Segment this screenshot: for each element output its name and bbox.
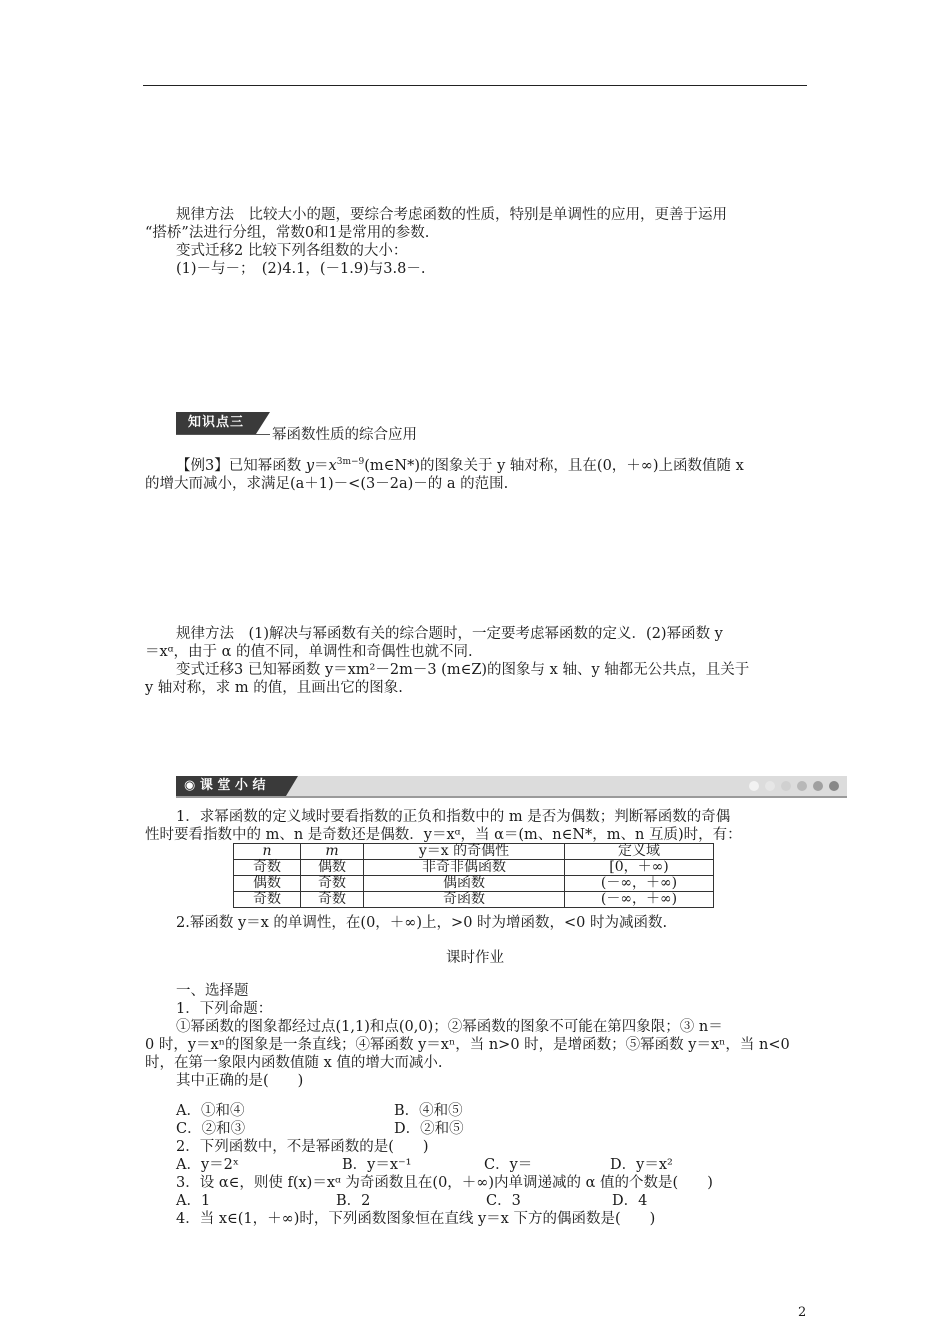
page-number: 2 [798, 1305, 807, 1320]
variant-3-line1: 变式迁移3 已知幂函数 y＝xm²－2m－3 (m∈Z)的图象与 x 轴、y 轴都无公共点，且关于 [176, 662, 750, 678]
option-a: A．①和④ [176, 1103, 245, 1119]
question-2-stem: 2．下列函数中，不是幂函数的是( ) [176, 1139, 429, 1155]
rule-method-2-line2: ＝xᵅ，由于 α 的值不同，单调性和奇偶性也就不同. [145, 644, 473, 660]
rule-method-1-line2: “搭桥”法进行分组，常数0和1是常用的参数. [145, 225, 430, 241]
knowledge-point-underline [176, 434, 270, 435]
knowledge-point-title: 幂函数性质的综合应用 [272, 427, 417, 443]
example-3-rest: (m∈N*)的图象关于 y 轴对称，且在(0，＋∞)上函数值随 x [364, 458, 744, 474]
dot-icon [765, 781, 775, 791]
table-cell: 奇数 [301, 876, 364, 892]
table-header-cell: y＝x 的奇偶性 [364, 844, 565, 860]
option-b: B．y＝x⁻¹ [342, 1157, 412, 1173]
dot-icon [797, 781, 807, 791]
dot-icon [813, 781, 823, 791]
table-cell: 偶函数 [364, 876, 565, 892]
table-cell: (－∞，＋∞) [565, 892, 714, 908]
summary-line1: 1．求幂函数的定义域时要看指数的正负和指数中的 m 是否为偶数；判断幂函数的奇偶 [176, 809, 731, 825]
example-3-line2: 的增大而减小，求满足(a＋1)－<(3－2a)－的 a 的范围. [145, 476, 509, 492]
example-3-prefix: 【例3】已知幂函数 [176, 458, 302, 474]
header-rule [143, 85, 807, 86]
summary-line3: 2.幂函数 y＝x 的单调性，在(0，＋∞)上，>0 时为增函数，<0 时为减函数. [176, 915, 668, 931]
table-header-cell: n [234, 844, 301, 860]
question-1-line3: 时，在第一象限内函数值随 x 值的增大而减小. [145, 1055, 443, 1071]
question-1-ask: 其中正确的是( ) [176, 1073, 304, 1089]
table-row [234, 892, 714, 908]
parity-table [233, 843, 714, 908]
question-1-line2: 0 时，y＝xⁿ的图象是一条直线；④幂函数 y＝xⁿ，当 n>0 时，是增函数；⑤幂函数 y＝xⁿ，当 n<0 [145, 1037, 790, 1053]
table-cell: 奇函数 [364, 892, 565, 908]
summary-line2: 性时要看指数中的 m、n 是奇数还是偶数．y＝xᵅ，当 α＝(m、n∈N*，m、n 互质)时，有： [145, 827, 742, 843]
dot-icon [829, 781, 839, 791]
question-1-line1: ①幂函数的图象都经过点(1,1)和点(0,0)；②幂函数的图象不可能在第四象限；③ n＝ [176, 1019, 723, 1035]
section-heading: 一、选择题 [176, 983, 249, 999]
option-a: A．1 [176, 1193, 211, 1209]
option-c: C．3 [486, 1193, 521, 1209]
question-1-stem: 1．下列命题： [176, 1001, 273, 1017]
option-d: D．4 [612, 1193, 648, 1209]
dot-icon [749, 781, 759, 791]
decorative-dots [749, 781, 839, 791]
dot-icon [781, 781, 791, 791]
table-row [234, 876, 714, 892]
table-cell: 偶数 [234, 876, 301, 892]
table-cell: 奇数 [234, 892, 301, 908]
option-c: C．y＝ [484, 1157, 533, 1173]
option-a: A．y＝2ˣ [176, 1157, 240, 1173]
variant-3-line2: y 轴对称，求 m 的值，且画出它的图象. [145, 680, 403, 696]
table-cell: 奇数 [301, 892, 364, 908]
example-3-line1: 【例3】已知幂函数 $y=x^{3m-9}(m\in N*)$的图象关于 y 轴对称，且在(0，＋∞)上函数值随 x [176, 457, 744, 474]
table-cell: 奇数 [234, 860, 301, 876]
table-header-cell: 定义域 [565, 844, 714, 860]
variant-2-title: 变式迁移2 比较下列各组数的大小： [176, 243, 408, 259]
question-3-stem: 3．设 α∈，则使 f(x)＝xᵅ 为奇函数且在(0，＋∞)内单调递减的 α 值的个数是( ) [176, 1175, 713, 1191]
rule-method-1-line1: 规律方法 比较大小的题，要综合考虑函数的性质，特别是单调性的应用，更善于运用 [176, 207, 727, 223]
table-header-row [234, 844, 714, 860]
option-b: B．2 [336, 1193, 371, 1209]
rule-method-2-line1: 规律方法 (1)解决与幂函数有关的综合题时，一定要考虑幂函数的定义．(2)幂函数 y [176, 626, 723, 642]
summary-label: ◉ 课 堂 小 结 [176, 776, 286, 796]
option-d: D．②和⑤ [394, 1121, 464, 1137]
option-b: B．④和⑤ [394, 1103, 463, 1119]
option-d: D．y＝x² [610, 1157, 673, 1173]
question-4-stem: 4．当 x∈(1，＋∞)时，下列函数图象恒在直线 y＝x 下方的偶函数是( ) [176, 1211, 656, 1227]
homework-title: 课时作业 [446, 950, 504, 966]
table-cell: (－∞，＋∞) [565, 876, 714, 892]
knowledge-point-tag: 知识点三 [176, 412, 256, 434]
option-c: C．②和③ [176, 1121, 246, 1137]
table-cell: [0，＋∞) [565, 860, 714, 876]
table-header-cell: m [301, 844, 364, 860]
table-row [234, 860, 714, 876]
table-cell: 偶数 [301, 860, 364, 876]
table-cell: 非奇非偶函数 [364, 860, 565, 876]
summary-bar [176, 776, 847, 798]
variant-2-items: (1)－与－； (2)4.1，(－1.9)与3.8－. [176, 261, 426, 277]
example-3-exponent: 3m−9 [336, 457, 365, 467]
